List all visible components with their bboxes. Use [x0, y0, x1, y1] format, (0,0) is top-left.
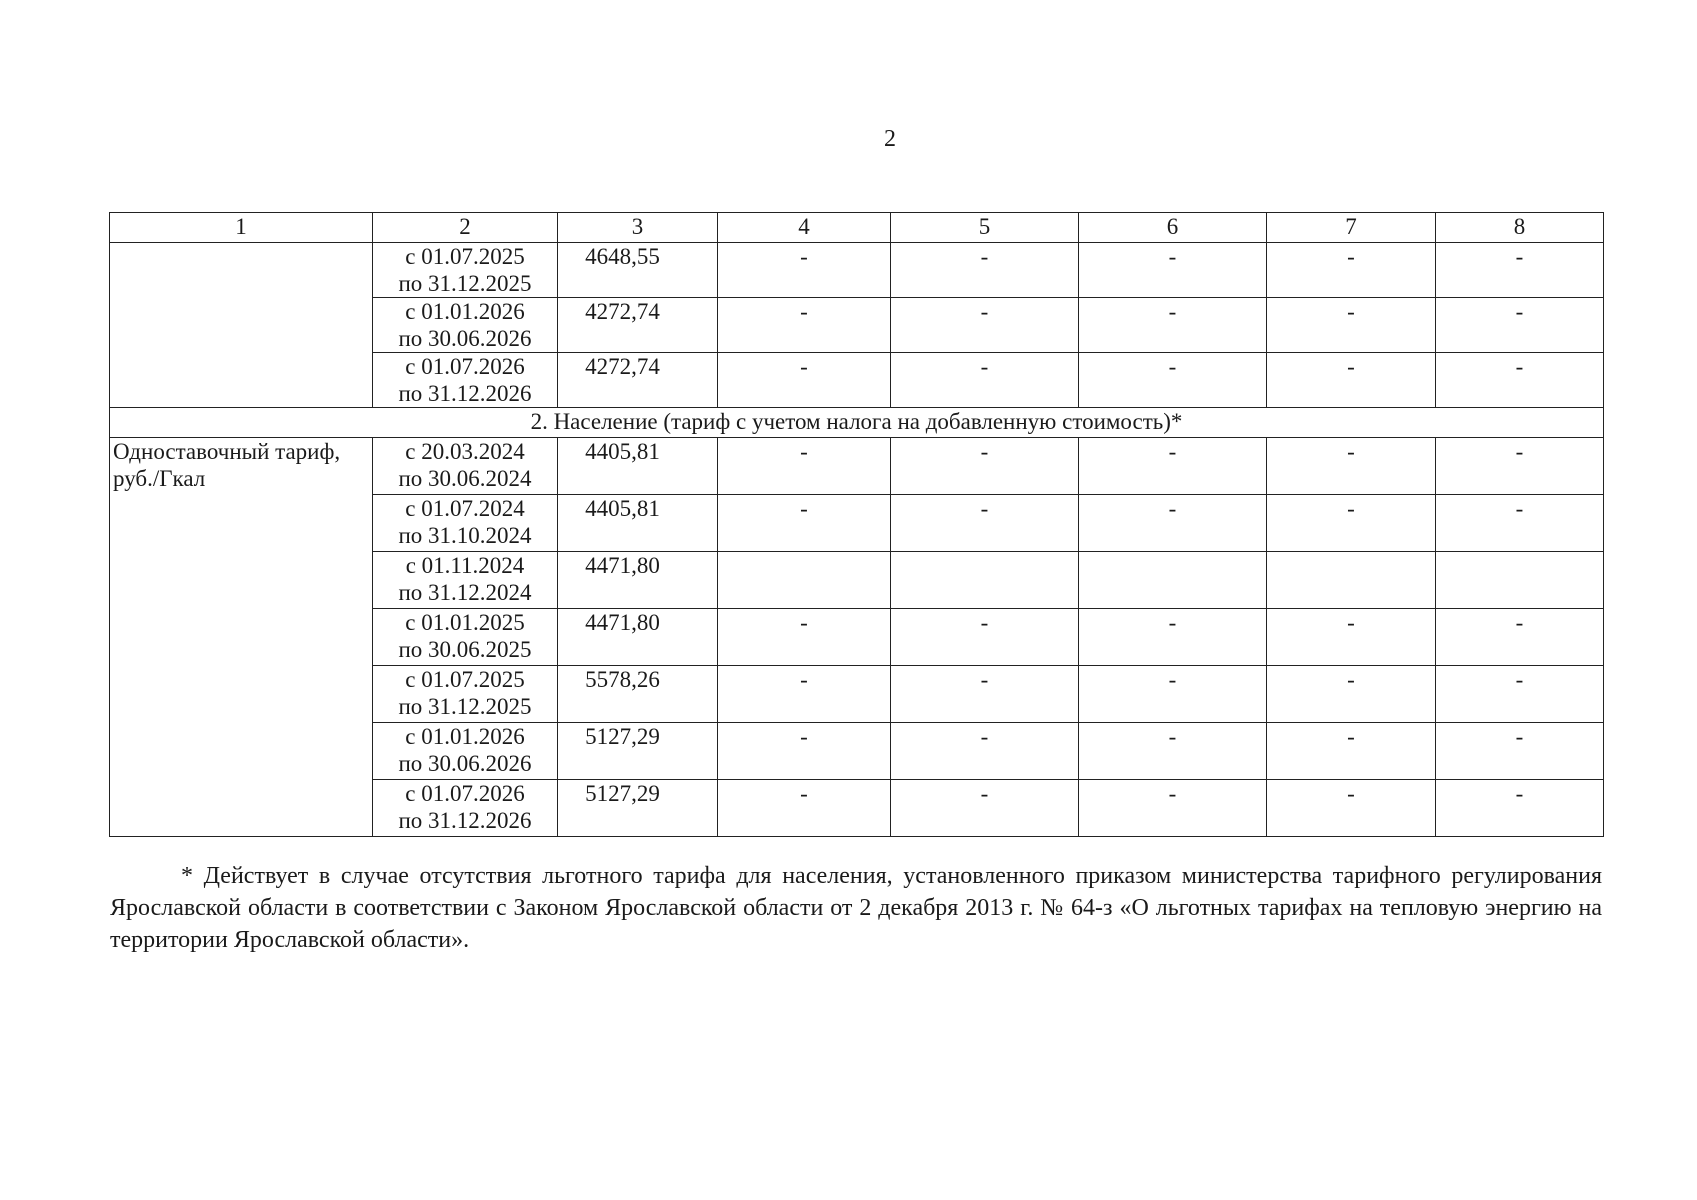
column-number-header: 4 [718, 213, 891, 243]
empty-value-cell: - [1267, 353, 1436, 408]
empty-value-cell: - [891, 723, 1079, 780]
column-number-header: 8 [1436, 213, 1604, 243]
period-cell [373, 438, 558, 495]
period-cell [373, 609, 558, 666]
category-cell-empty [110, 243, 373, 408]
tariff-value: 4471,80 [558, 552, 718, 609]
empty-value-cell: - [1436, 666, 1604, 723]
empty-value-cell: - [718, 780, 891, 837]
column-number-header: 3 [558, 213, 718, 243]
empty-value-cell: - [718, 666, 891, 723]
empty-value-cell: - [1267, 723, 1436, 780]
empty-value-cell: - [1436, 298, 1604, 353]
empty-value-cell: - [891, 353, 1079, 408]
period-to: по 31.12.2026 [398, 808, 532, 833]
empty-value-cell: - [1267, 666, 1436, 723]
empty-value-cell: - [1436, 353, 1604, 408]
table-row [110, 243, 1604, 298]
empty-value-cell: - [891, 243, 1079, 298]
period-from: с 01.07.2024 [405, 496, 525, 521]
period-to: по 31.12.2026 [398, 381, 532, 406]
empty-value-cell: - [718, 609, 891, 666]
period-cell [373, 353, 558, 408]
empty-value-cell: - [1436, 780, 1604, 837]
empty-value-cell: - [891, 298, 1079, 353]
section-title: 2. Население (тариф с учетом налога на добавленную стоимость)* [110, 408, 1604, 438]
tariff-value: 5127,29 [558, 780, 718, 837]
period-cell [373, 298, 558, 353]
empty-value-cell: - [1079, 723, 1267, 780]
empty-value-cell: - [1079, 495, 1267, 552]
period-cell [373, 552, 558, 609]
period-from: с 01.01.2026 [405, 724, 525, 749]
tariff-value: 4648,55 [558, 243, 718, 298]
empty-value-cell: - [718, 243, 891, 298]
period-to: по 31.10.2024 [398, 523, 532, 548]
empty-value-cell: - [718, 298, 891, 353]
empty-value-cell [891, 552, 1079, 609]
empty-value-cell: - [1267, 495, 1436, 552]
empty-value-cell: - [1436, 609, 1604, 666]
page-number: 2 [884, 126, 896, 152]
period-from: с 01.11.2024 [405, 553, 525, 578]
empty-value-cell: - [891, 609, 1079, 666]
period-from: с 01.07.2026 [405, 781, 525, 806]
section-row [110, 408, 1604, 438]
tariff-value: 4405,81 [558, 438, 718, 495]
empty-value-cell: - [891, 780, 1079, 837]
column-number-header: 6 [1079, 213, 1267, 243]
column-number-header: 2 [373, 213, 558, 243]
category-label: Одноставочный тариф, руб./Гкал [110, 438, 373, 837]
tariff-value: 4272,74 [558, 353, 718, 408]
period-to: по 30.06.2025 [398, 637, 532, 662]
period-from: с 01.01.2025 [405, 610, 525, 635]
period-cell [373, 723, 558, 780]
empty-value-cell: - [1436, 243, 1604, 298]
empty-value-cell: - [718, 438, 891, 495]
empty-value-cell: - [1079, 609, 1267, 666]
period-to: по 31.12.2025 [398, 694, 532, 719]
period-to: по 31.12.2024 [398, 580, 532, 605]
empty-value-cell: - [1267, 780, 1436, 837]
column-number-header: 5 [891, 213, 1079, 243]
period-cell [373, 243, 558, 298]
period-cell [373, 666, 558, 723]
period-from: с 01.07.2025 [405, 667, 525, 692]
tariff-value: 5578,26 [558, 666, 718, 723]
empty-value-cell: - [1267, 243, 1436, 298]
empty-value-cell: - [1436, 723, 1604, 780]
empty-value-cell: - [891, 438, 1079, 495]
empty-value-cell: - [1079, 243, 1267, 298]
tariff-value: 4471,80 [558, 609, 718, 666]
period-cell [373, 780, 558, 837]
empty-value-cell: - [1267, 298, 1436, 353]
period-from: с 01.07.2025 [405, 244, 525, 269]
empty-value-cell: - [891, 666, 1079, 723]
period-cell [373, 495, 558, 552]
empty-value-cell: - [1079, 438, 1267, 495]
period-from: с 01.07.2026 [405, 354, 525, 379]
period-to: по 31.12.2025 [398, 271, 532, 296]
period-to: по 30.06.2024 [398, 466, 532, 491]
column-number-header: 7 [1267, 213, 1436, 243]
empty-value-cell [1079, 552, 1267, 609]
header-row [110, 213, 1604, 243]
empty-value-cell: - [891, 495, 1079, 552]
empty-value-cell: - [718, 723, 891, 780]
empty-value-cell [1436, 552, 1604, 609]
footnote: * Действует в случае отсутствия льготного тарифа для населения, установленного приказом министерства тарифного регулирования Ярославской области в соответствии с Законом Ярославской области от 2 декабря 2013 г. № 64-з «О льготных тарифах на тепловую энергию на территории Ярославской области». [110, 863, 1602, 953]
period-from: с 01.01.2026 [405, 299, 525, 324]
empty-value-cell: - [1079, 780, 1267, 837]
empty-value-cell: - [1079, 353, 1267, 408]
empty-value-cell: - [718, 495, 891, 552]
empty-value-cell [718, 552, 891, 609]
table-row [110, 438, 1604, 495]
empty-value-cell: - [1267, 609, 1436, 666]
empty-value-cell: - [1079, 298, 1267, 353]
period-to: по 30.06.2026 [398, 751, 532, 776]
empty-value-cell: - [1436, 495, 1604, 552]
empty-value-cell: - [1079, 666, 1267, 723]
tariff-value: 4405,81 [558, 495, 718, 552]
period-from: с 20.03.2024 [405, 439, 525, 464]
column-number-header: 1 [110, 213, 373, 243]
tariff-value: 5127,29 [558, 723, 718, 780]
tariff-table [109, 212, 1604, 837]
empty-value-cell [1267, 552, 1436, 609]
tariff-value: 4272,74 [558, 298, 718, 353]
empty-value-cell: - [718, 353, 891, 408]
empty-value-cell: - [1267, 438, 1436, 495]
period-to: по 30.06.2026 [398, 326, 532, 351]
empty-value-cell: - [1436, 438, 1604, 495]
